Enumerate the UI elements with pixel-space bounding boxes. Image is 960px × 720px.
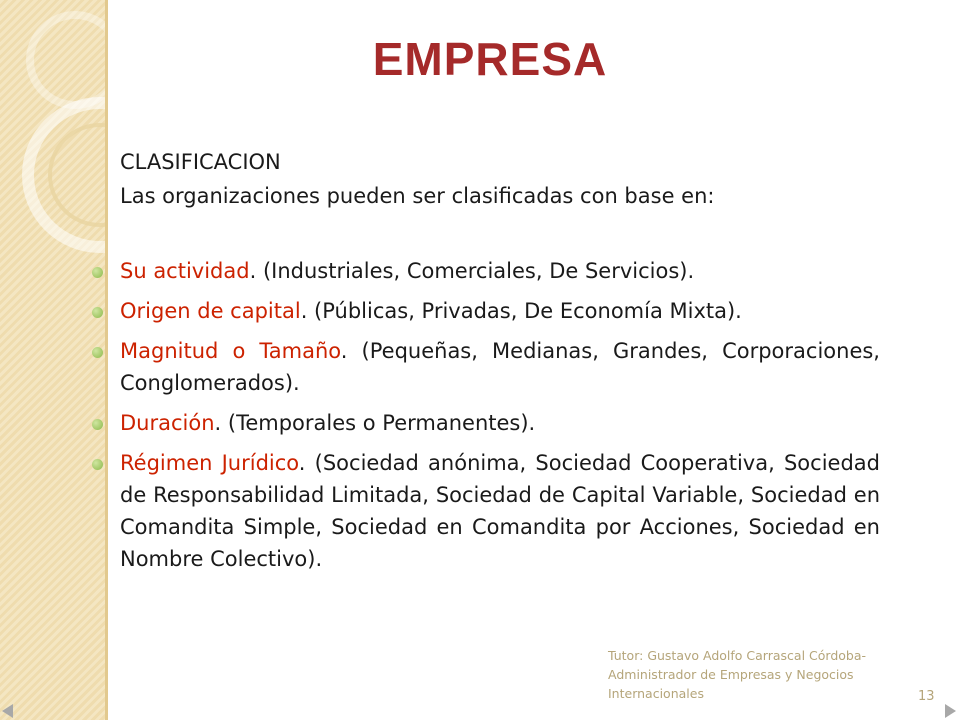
decorative-rings bbox=[0, 0, 108, 720]
green-dot-icon bbox=[92, 267, 103, 278]
item-text: . (Públicas, Privadas, De Economía Mixta). bbox=[300, 299, 742, 323]
item-text: . (Sociedad anónima, Sociedad Cooperativa, Sociedad de Responsabilidad Limitada, Sociedad de Capital Variable, Sociedad en Comandita Simple, Sociedad en Comandita por Acciones, Sociedad en Nombre Colectivo). bbox=[120, 451, 880, 571]
green-dot-icon bbox=[92, 347, 103, 358]
triangle-right-icon[interactable] bbox=[945, 704, 956, 718]
item-label: Magnitud o Tamaño bbox=[120, 339, 341, 363]
spacer bbox=[120, 213, 880, 255]
list-item bbox=[120, 295, 880, 327]
list-item bbox=[120, 255, 880, 287]
item-label: Régimen Jurídico bbox=[120, 451, 299, 475]
item-label: Su actividad bbox=[120, 259, 250, 283]
item-label: Duración bbox=[120, 411, 215, 435]
green-dot-icon bbox=[92, 307, 103, 318]
intro-text: Las organizaciones pueden ser clasificadas con base en: bbox=[120, 184, 715, 208]
green-dot-icon bbox=[92, 459, 103, 470]
item-text: . (Pequeñas, Medianas, Grandes, Corporaciones, Conglomerados). bbox=[120, 339, 880, 395]
footer-line: Internacionales bbox=[608, 686, 704, 701]
footer-line: Tutor: Gustavo Adolfo Carrascal Córdoba- bbox=[608, 648, 867, 663]
green-dot-icon bbox=[92, 419, 103, 430]
footer-credit bbox=[608, 646, 908, 703]
list-item bbox=[120, 335, 880, 399]
triangle-left-icon[interactable] bbox=[2, 704, 13, 718]
decorative-sidebar bbox=[0, 0, 108, 720]
footer-line: Administrador de Empresas y Negocios bbox=[608, 667, 854, 682]
classification-list bbox=[120, 255, 880, 575]
slide-content bbox=[120, 145, 880, 583]
list-item bbox=[120, 447, 880, 575]
slide-title: EMPRESA bbox=[372, 33, 608, 85]
list-item bbox=[120, 407, 880, 439]
item-text: . (Industriales, Comerciales, De Servicios). bbox=[249, 259, 695, 283]
sidebar-edge bbox=[105, 0, 108, 720]
item-text: . (Temporales o Permanentes). bbox=[214, 411, 536, 435]
item-label: Origen de capital bbox=[120, 299, 301, 323]
section-heading: CLASIFICACION bbox=[120, 150, 281, 174]
page-number: 13 bbox=[918, 689, 935, 704]
